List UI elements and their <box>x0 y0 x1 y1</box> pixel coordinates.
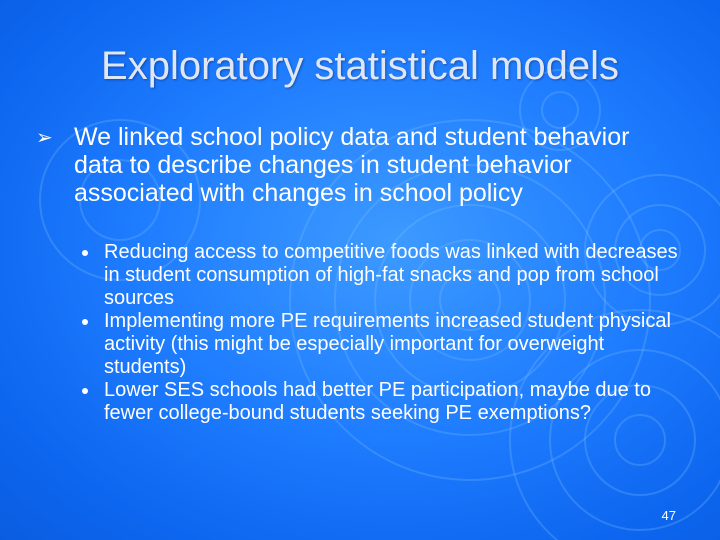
sub-bullet-text: Reducing access to competitive foods was linked with decreases in student consumption of high-fat snacks and pop from school sources <box>104 241 678 309</box>
arrow-bullet-icon: ➢ <box>36 127 53 149</box>
sub-bullet-item <box>104 241 684 310</box>
main-bullet <box>36 123 636 207</box>
main-bullet-text: We linked school policy data and student behavior data to describe changes in student behavior associated with changes in school policy <box>74 123 630 207</box>
sub-bullet-text: Lower SES schools had better PE participation, maybe due to fewer college-bound students seeking PE exemptions? <box>104 379 651 424</box>
slide-title: Exploratory statistical models <box>101 44 619 88</box>
bullet-dot-icon <box>82 388 88 394</box>
page-number: 47 <box>661 508 676 523</box>
sub-bullet-text: Implementing more PE requirements increased student physical activity (this might be especially important for overweight students) <box>104 310 671 378</box>
sub-bullet-item <box>104 310 684 379</box>
sub-bullet-item <box>104 379 684 425</box>
bullet-dot-icon <box>82 250 88 256</box>
sub-bullet-list <box>104 241 684 425</box>
bullet-dot-icon <box>82 319 88 325</box>
